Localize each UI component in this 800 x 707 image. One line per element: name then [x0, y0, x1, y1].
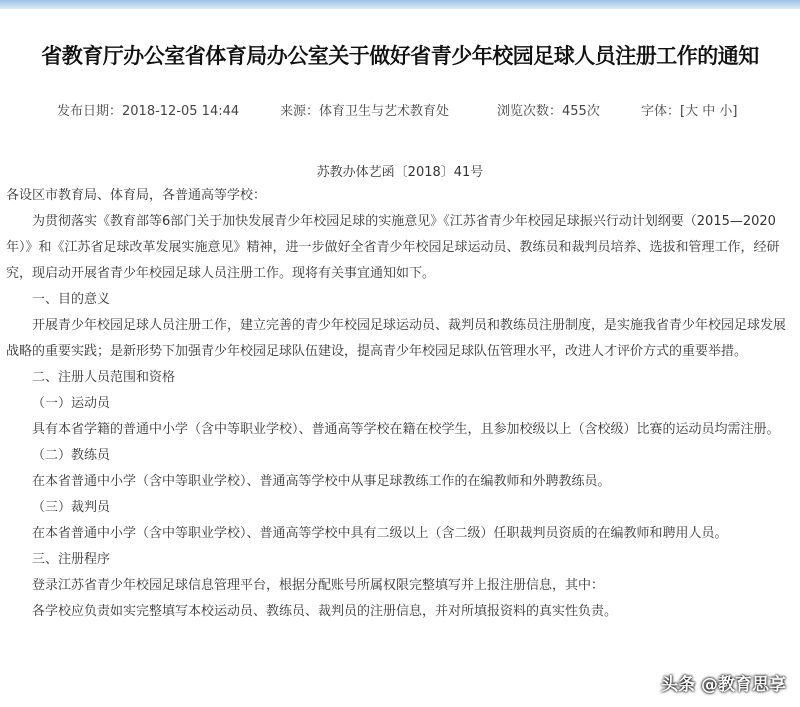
subsection-heading: （三）裁判员 [32, 500, 111, 515]
body-paragraph: 在本省普通中小学（含中等职业学校）、普通高等学校中具有二级以上（含二级）任职裁判员资质的在编教师和聘用人员。 [32, 526, 728, 541]
subsection-heading: （二）教练员 [32, 448, 111, 463]
font-size-large-link[interactable]: 大 [685, 104, 699, 119]
article-meta [0, 100, 800, 120]
font-size-medium-link[interactable]: 中 [702, 104, 716, 119]
view-count: 浏览次数：455次 [497, 104, 600, 119]
font-size-small-link[interactable]: 小 [719, 104, 733, 119]
salutation: 各设区市教育局、体育局，各普通高等学校： [6, 188, 267, 203]
font-size-label: 字体：[ [641, 104, 686, 119]
body-paragraph: 具有本省学籍的普通中小学（含中等职业学校）、普通高等学校在籍在校学生，且参加校级以上（含校级）比赛的运动员均需注册。 [32, 422, 780, 437]
document-number: 苏教办体艺函〔2018〕41号 [316, 165, 484, 180]
body-paragraph: 在本省普通中小学（含中等职业学校）、普通高等学校中从事足球教练工作的在编教师和外聘教练员。 [32, 474, 611, 489]
section-heading: 一、目的意义 [32, 292, 111, 307]
intro-paragraph: 为贯彻落实《教育部等6部门关于加快发展青少年校园足球的实施意见》《江苏省青少年校园足球振兴行动计划纲要（2015—2020年）》和《江苏省足球改革发展实施意见》精神，进一步做好全省青少年校园足球运动员、教练员和裁判员培养、选拔和管理工作，经研究，现启动开展省青少年校园足球人员注册工作。现将有关事宜通知如下。 [6, 214, 780, 281]
publish-date: 发布日期：2018-12-05 14:44 [57, 104, 240, 119]
body-paragraph: 各学校应负责如实完整填写本校运动员、教练员、裁判员的注册信息，并对所填报资料的真实性负责。 [32, 604, 618, 619]
section-heading: 二、注册人员范围和资格 [32, 370, 176, 385]
page-title: 省教育厅办公室省体育局办公室关于做好省青少年校园足球人员注册工作的通知 [41, 44, 759, 68]
section-heading: 三、注册程序 [32, 552, 111, 567]
body-paragraph: 开展青少年校园足球人员注册工作，建立完善的青少年校园足球运动员、裁判员和教练员注册制度，是实施我省青少年校园足球发展战略的重要实践；是新形势下加强青少年校园足球队伍建设，提高青少年校园足球队伍管理水平，改进人才评价方式的重要举措。 [6, 318, 787, 359]
subsection-heading: （一）运动员 [32, 396, 111, 411]
toutiao-watermark: 头条 @教育思享 [661, 675, 786, 695]
source-label: 来源：体育卫生与艺术教育处 [280, 104, 450, 119]
font-size-control [641, 100, 737, 119]
top-banner-strip [0, 0, 800, 9]
article-body [6, 183, 794, 625]
body-paragraph: 登录江苏省青少年校园足球信息管理平台，根据分配账号所属权限完整填写并上报注册信息，其中： [32, 578, 605, 593]
font-size-bracket: ] [732, 104, 738, 119]
